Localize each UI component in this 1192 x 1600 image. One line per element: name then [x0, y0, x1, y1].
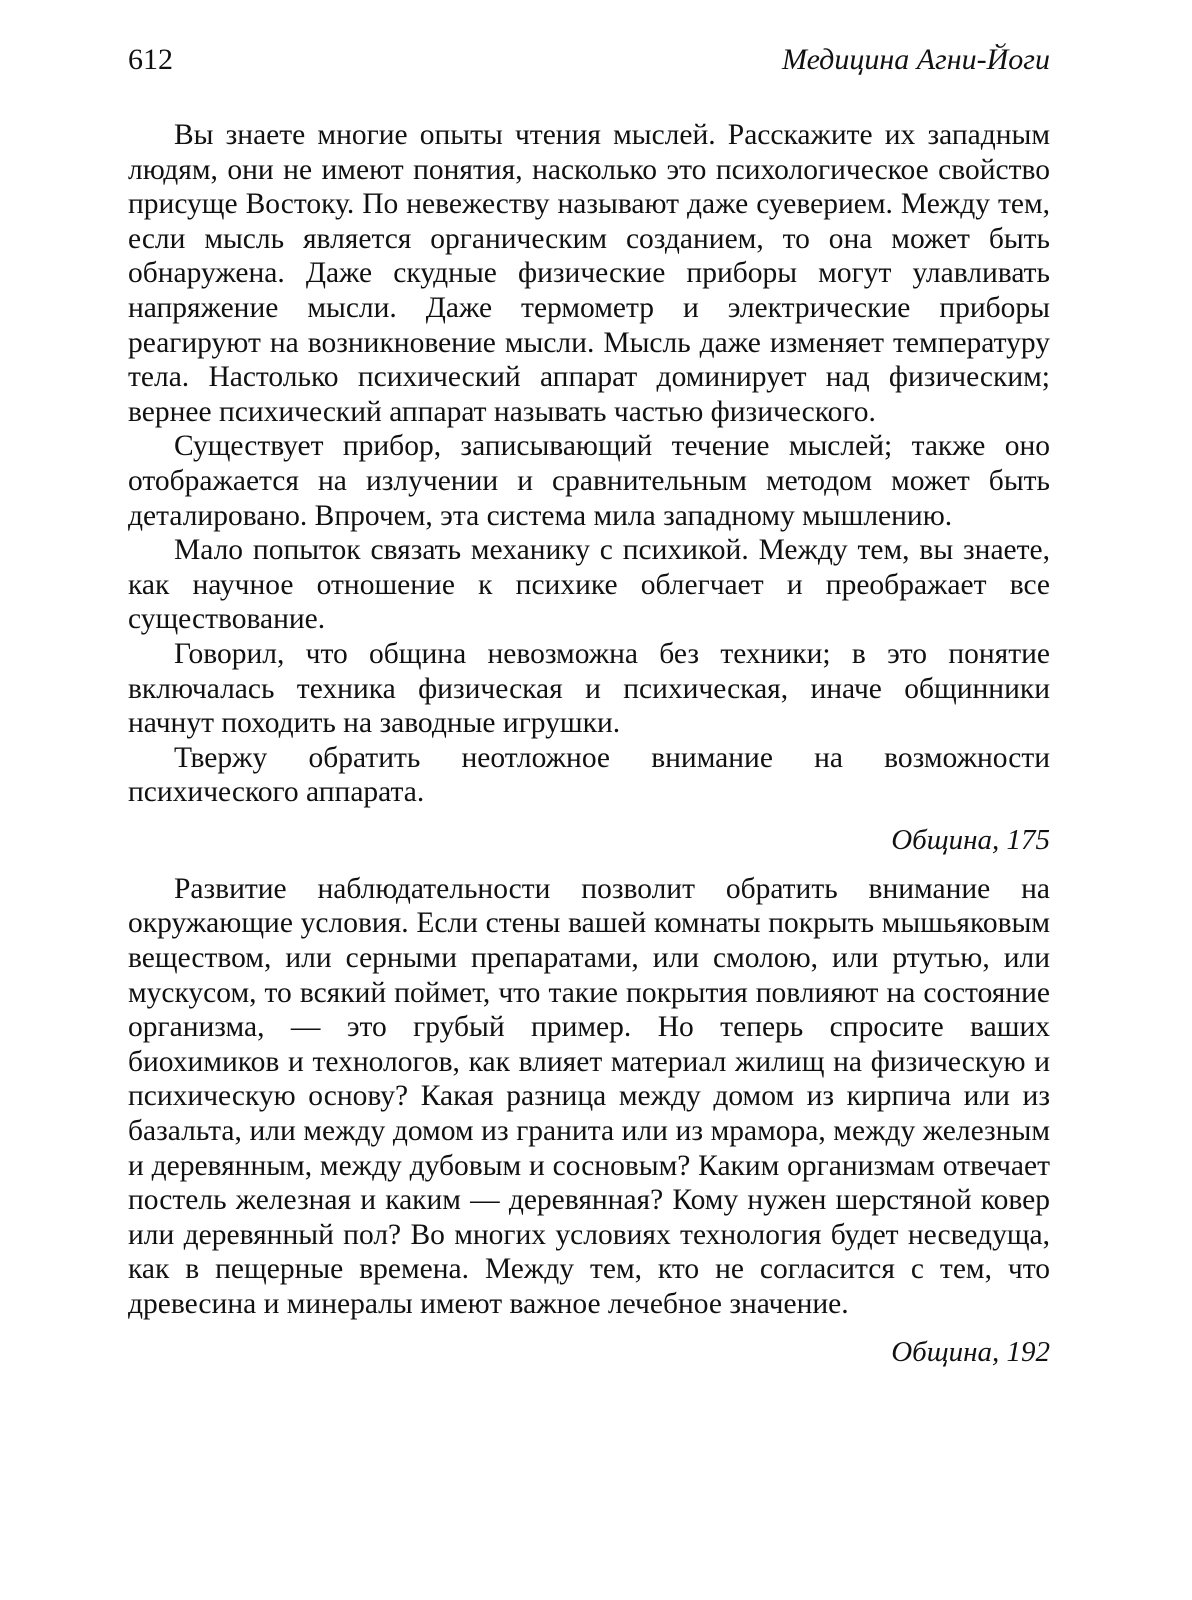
book-title: Медицина Агни-Йоги	[782, 43, 1050, 76]
paragraph: Развитие наблюдательности позволит обратить внимание на окружающие условия. Если стены вашей комнаты покрыть мышьяковым веществом, или серными препаратами, или смолою, или ртутью, или мускусом, то всякий поймет, что такие покрытия повлияют на состояние организма, — это грубый пример. Но теперь спросите ваших биохимиков и технологов, как влияет материал жилищ на физическую и психическую основу? Какая разница между домом из кирпича или из базальта, или между домом из гранита или из мрамора, между железным и деревянным, между дубовым и сосновым? Каким организмам отвечает постель железная и каким — деревянная? Кому нужен шерстяной ковер или деревянный пол? Во многих условиях технология будет несведуща, как в пещерные времена. Между тем, кто не согласится с тем, что древесина и минералы имеют важное лечебное значение.	[128, 872, 1050, 1320]
paragraph: Мало попыток связать механику с психикой. Между тем, вы знаете, как научное отношение к психике облегчает и преображает все существование.	[128, 534, 1050, 636]
paragraph: Вы знаете многие опыты чтения мыслей. Расскажите их западным людям, они не имеют понятия, насколько это психологическое свойство присуще Востоку. По невежеству называют даже суеверием. Между тем, если мысль является органическим созданием, то она может быть обнаружена. Даже скудные физические приборы могут улавливать напряжение мысли. Даже термометр и электрические приборы реагируют на возникновение мысли. Мысль даже изменяет температуру тела. Настолько психический аппарат доминирует над физическим; вернее психический аппарат называть частью физического.	[128, 119, 1050, 428]
paragraph: Твержу обратить неотложное внимание на возможности психического аппарата.	[128, 741, 1050, 809]
paragraph: Говорил, что община невозможна без техники; в это понятие включалась техника физическая и психическая, иначе общинники начнут походить на заводные игрушки.	[128, 637, 1050, 740]
source-citation: Община, 192	[891, 1335, 1050, 1368]
source-citation: Община, 175	[891, 823, 1050, 856]
excerpt-section	[128, 872, 1050, 1370]
page-number: 612	[128, 43, 173, 76]
book-page	[128, 40, 1050, 1570]
paragraph: Существует прибор, записывающий течение мыслей; также оно отображается на излучении и сравнительным методом может быть деталировано. Впрочем, эта система мила западному мышлению.	[128, 430, 1050, 532]
running-head	[128, 40, 1050, 80]
excerpt-section	[128, 118, 1050, 858]
